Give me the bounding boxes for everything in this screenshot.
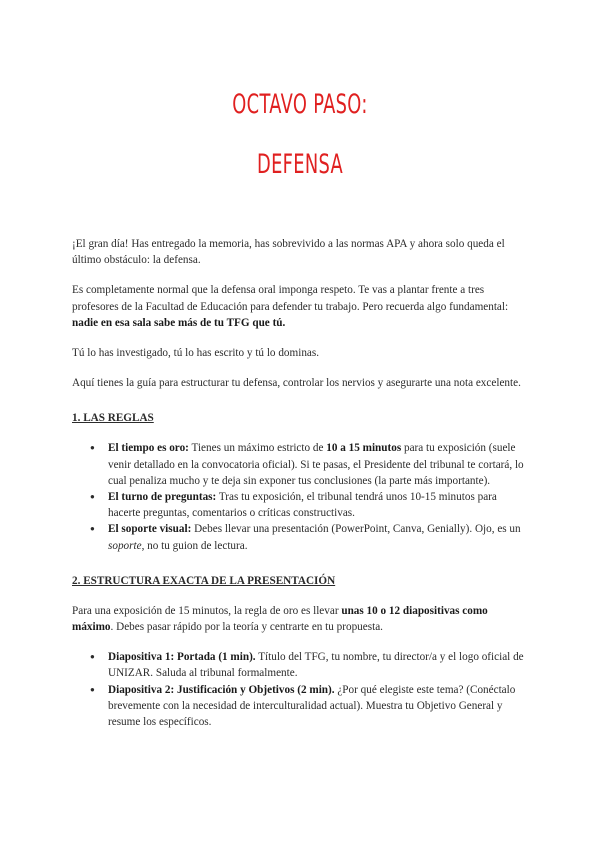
list-item-text: para tu exposición (suele venir detallado en la convocatoria oficial). Si te pasas, el Presidente del tribunal te cortará, lo cual penaliza mucho y te deja sin exponer tus conclusiones (la parte más importante). [108, 442, 524, 487]
list-item-text: Tras tu exposición, el tribunal tendrá unos 10-15 minutos para hacerte preguntas, comentarios o críticas constructivas. [108, 491, 497, 520]
list-item-bold: Diapositiva 2: Justificación y Objetivos (2 min). [108, 683, 335, 696]
list-item-italic: soporte [108, 539, 142, 552]
section-2-intro-text: Para una exposición de 15 minutos, la regla de oro es llevar [72, 604, 342, 617]
list-item-bold: El turno de preguntas: [108, 491, 217, 504]
list-item [108, 682, 528, 731]
section-2-intro-text-2: . Debes pasar rápido por la teoría y centrarte en tu propuesta. [110, 621, 383, 634]
list-item-bold: El soporte visual: [108, 523, 192, 536]
list-item-text: , no tu guion de lectura. [141, 539, 248, 552]
list-item-bold: Diapositiva 1: Portada (1 min). [108, 651, 256, 664]
list-item [108, 489, 528, 521]
title-line-2: DEFENSA [257, 149, 343, 180]
list-item-bold: 10 a 15 minutos [326, 442, 402, 455]
intro-paragraph-1: ¡El gran día! Has entregado la memoria, has sobrevivido a las normas APA y ahora solo queda el último obstáculo: la defensa. [72, 238, 505, 267]
list-item-bold: El tiempo es oro: [108, 442, 189, 455]
section-2-intro-bold: unas 10 o 12 diapositivas como máximo [72, 604, 488, 634]
section-2-list [72, 649, 528, 730]
list-item-text: Título del TFG, tu nombre, tu director/a y el logo oficial de UNIZAR. Saluda al tribunal formalmente. [108, 651, 524, 680]
list-item-text: Tienes un máximo estricto de [188, 442, 327, 455]
section-2-intro [72, 603, 528, 635]
section-2-heading: 2. ESTRUCTURA EXACTA DE LA PRESENTACIÓN [72, 574, 336, 587]
title-line-1: OCTAVO PASO: [232, 89, 368, 120]
list-item [108, 649, 528, 681]
list-item-text: ¿Por qué elegiste este tema? (Conéctalo brevemente con la necesidad de interculturalidad actual). Muestra tu Objetivo General y resume los específicos. [108, 683, 516, 729]
list-item [108, 521, 528, 553]
list-item [108, 440, 528, 489]
intro-paragraph-4: Aquí tienes la guía para estructurar tu defensa, controlar los nervios y asegurarte una nota excelente. [72, 377, 521, 390]
intro-paragraph-2-bold: nadie en esa sala sabe más de tu TFG que tú. [72, 316, 286, 329]
section-1-list [72, 440, 528, 553]
section-1-heading: 1. LAS REGLAS [72, 412, 154, 425]
list-item-text: Debes llevar una presentación (PowerPoint, Canva, Genially). Ojo, es un [191, 523, 521, 536]
intro-paragraph-2-text: Es completamente normal que la defensa oral imponga respeto. Te vas a plantar frente a tres profesores de la Facultad de Educación para defender tu trabajo. Pero recuerda algo fundamental: [72, 284, 509, 313]
intro-paragraph-3: Tú lo has investigado, tú lo has escrito y tú lo dominas. [72, 347, 320, 360]
intro-paragraph-2 [72, 282, 528, 331]
